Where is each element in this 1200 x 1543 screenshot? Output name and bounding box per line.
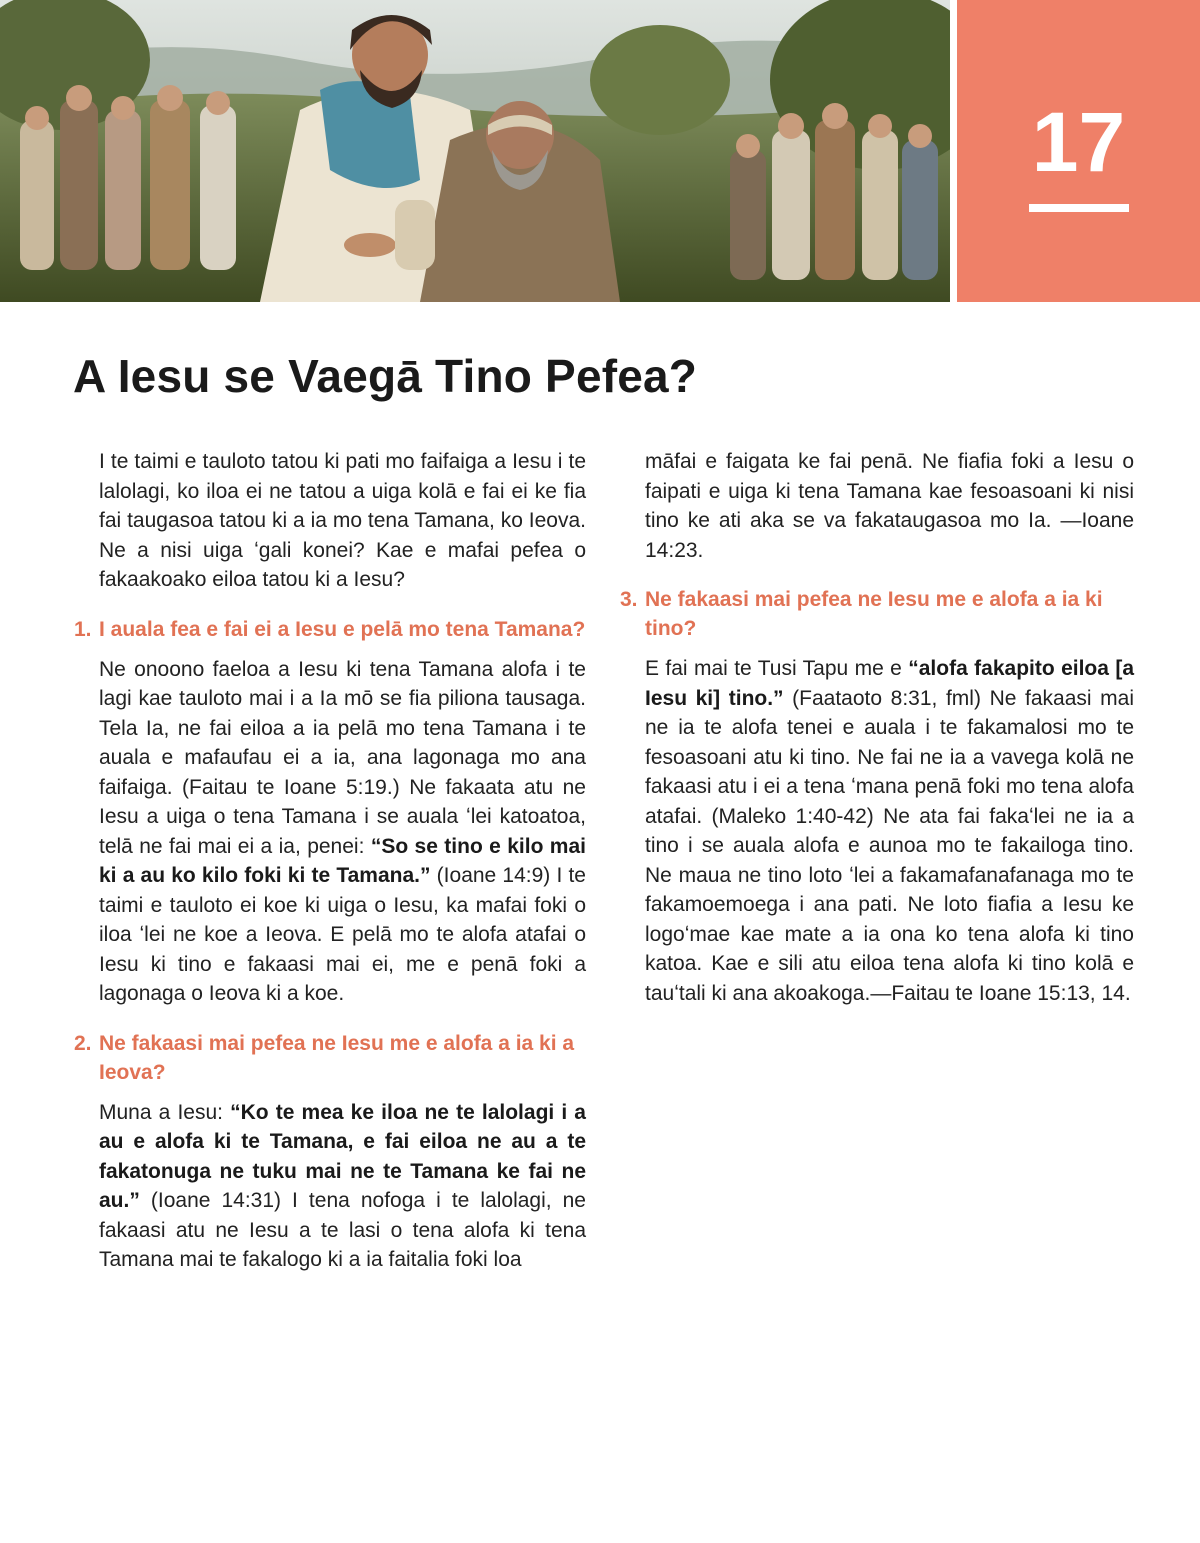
answer-text: Muna a Iesu: <box>99 1100 231 1124</box>
question-text: Ne fakaasi mai pefea ne Iesu me e alofa a ia ki a Ieova? <box>99 1031 575 1084</box>
question-text: I auala fea e fai ei a Iesu e pelā mo tena Tamana? <box>99 617 586 641</box>
question-number: 1. <box>74 617 92 641</box>
question-number: 2. <box>74 1031 92 1055</box>
answer-paragraph-3 <box>620 654 1134 1008</box>
question-heading-2 <box>74 1029 586 1087</box>
lesson-illustration <box>0 0 950 302</box>
answer-paragraph-2 <box>74 1098 586 1275</box>
answer-text: (Faataoto 8:31, fml) Ne fakaasi mai ne ia te alofa tenei e auala i te fakamalosi mo te fesoasoani atu ki tino. Ne fai ne ia a vavega kolā ne fakaasi atu i ei a tena ʻmana penā foki mo tena alofa atafai. (Maleko 1:40-42) Ne ata fai fakaʻlei ne ia a tino i se auala alofa e aunoa mo te fakailoga tino. Ne maua ne tino loto ʻlei a fakamafanafanaga mo te fakamoemoega i ana pati. Ne loto fiafia a Iesu ke logoʻmae kae mate a ia ona ko tena alofa ki tino katoa. Kae e sili atu eiloa tena alofa ki tino kolā e tauʻtali ki ana akoakoga.—Faitau te Ioane 15:13, 14. <box>645 686 1134 1005</box>
left-column <box>74 447 586 1275</box>
illustration-healing-scene <box>0 0 950 302</box>
badge-rule <box>1029 204 1129 212</box>
lesson-title: A Iesu se Vaegā Tino Pefea? <box>73 350 698 402</box>
answer-paragraph-1 <box>74 655 586 1009</box>
answer-text: (Ioane 14:31) I tena nofoga i te lalolagi, ne fakaasi atu ne Iesu a te lasi o tena alofa ki tena Tamana mai te fakalogo ki a ia faitalia foki loa <box>99 1189 586 1271</box>
question-heading-1 <box>74 615 586 644</box>
lesson-number-badge <box>957 0 1200 302</box>
question-text: Ne fakaasi mai pefea ne Iesu me e alofa a ia ki tino? <box>645 588 1103 640</box>
answer-text: (Ioane 14:9) I te taimi e tauloto ei koe ki uiga o Iesu, ka mafai foki o iloa ʻlei ne koe a Ieova. E pelā mo te alofa atafai o Iesu ki tino e fakaasi mai ei, me e penā foki a lagonaga o Ieova ki a koe. <box>99 864 586 1005</box>
intro-paragraph: I te taimi e tauloto tatou ki pati mo faifaiga a Iesu i te lalolagi, ko iloa ei ne tatou a uiga kolā e fai ei ke fia fai taugasoa tatou ki a ia mo tena Tamana, ko Ieova. Ne a nisi uiga ʻgali konei? Kae e mafai pefea o fakaakoako eiloa tatou ki a Iesu? <box>99 450 586 591</box>
scripture-quote: “Ko te mea ke iloa ne te lalolagi i a au e alofa ki te Tamana, e fai eiloa ne au a te fakatonuga ne tuku mai ne te Tamana ke fai ne au.” <box>99 1100 586 1212</box>
answer-paragraph-2-continued: māfai e faigata ke fai penā. Ne fiafia foki a Iesu o faipati e uiga ki tena Tamana kae fesoasoani ki nisi tino ke ati aka se va fakataugasoa mo Ia. —Ioane 14:23. <box>645 450 1134 562</box>
answer-text: Ne onoono faeloa a Iesu ki tena Tamana alofa i te lagi kae tauloto mai i a Ia mō se fia piliona tausaga. Tela Ia, ne fai eiloa a ia pelā mo tena Tamana i te auala e mafaufau ei a ia, ana lagonaga mo ana faifaiga. (Faitau te Ioane 5:19.) Ne fakaata atu ne Iesu a uiga o tena Tamana i se auala ʻlei katoatoa, telā ne fai mai ei a ia, penei: <box>99 657 586 858</box>
answer-text: E fai mai te Tusi Tapu me e <box>645 657 909 680</box>
question-heading-3 <box>620 585 1134 643</box>
lesson-number: 17 <box>1031 95 1126 189</box>
question-number: 3. <box>620 588 638 611</box>
scripture-quote: “alofa fakapito eiloa [a Iesu ki] tino.” <box>645 657 1134 710</box>
scripture-quote: “So se tino e kilo mai ki a au ko kilo foki ki te Tamana.” <box>99 834 586 887</box>
right-column <box>620 447 1134 1008</box>
